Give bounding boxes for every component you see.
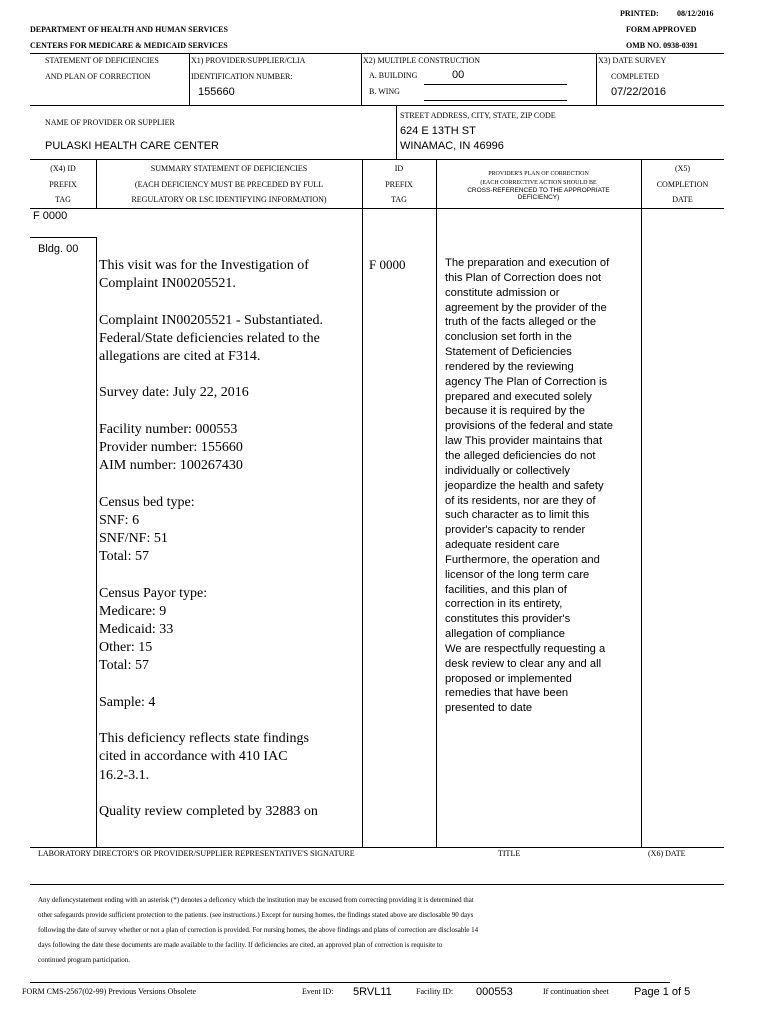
x1-label-2: IDENTIFICATION NUMBER: [191,72,293,81]
rule [30,159,724,160]
plan-line: The preparation and execution of [445,257,610,269]
page-number: Page 1 of 5 [634,986,691,998]
summary-line: AIM number: 100267430 [99,458,243,474]
building-tag: Bldg. 00 [38,243,79,255]
plan-line: of its residents, nor are they of [445,494,596,507]
plan-line: Statement of Deficiencies [445,346,572,359]
plan-line: We are respectfully requesting a [445,642,606,655]
summary-line: Provider number: 155660 [99,439,243,455]
rule [96,237,97,847]
summary-line: Complaint IN00205521 - Substantiated. [99,312,323,328]
poc-header-1: PROVIDER'S PLAN OF CORRECTION [488,171,589,177]
summary-paragraph [99,421,361,476]
summary-line: This deficiency reflects state findings [99,731,309,747]
summary-paragraph [99,803,361,821]
rule [189,53,190,105]
rule [30,105,724,106]
summary-line: Medicare: 9 [99,603,167,619]
plan-line: provider's capacity to render [445,524,586,537]
x3-label-2: COMPLETED [611,72,659,81]
x5-header-1: (X5) [674,164,691,173]
x5-header-3: DATE [672,195,693,204]
rule [596,53,597,105]
form-number: FORM CMS-2567(02-99) Previous Versions Obsolete [22,987,197,996]
plan-line: the alleged deficiencies do not [445,449,596,462]
plan-line: desk review to clear any and all [445,657,602,670]
right-tag: F 0000 [369,257,406,272]
statement-label-1: STATEMENT OF DEFICIENCIES [45,56,159,65]
summary-header-1: SUMMARY STATEMENT OF DEFICIENCIES [150,164,308,173]
rule [30,884,724,885]
id-header-2: PREFIX [385,180,413,189]
plan-line: licensor of the long term care [445,568,590,581]
summary-line: 16.2-3.1. [99,767,150,783]
summary-paragraph [99,694,361,712]
summary-line: SNF: 6 [99,512,140,528]
summary-line: Other: 15 [99,640,153,656]
summary-line: This visit was for the Investigation of [99,258,309,273]
summary-line: Census Payor type: [99,585,208,601]
facility-id-label: Facility ID: [416,987,454,996]
summary-paragraph [99,384,361,402]
rule [30,237,96,238]
rule [30,982,670,983]
summary-header-2: (EACH DEFICIENCY MUST BE PRECEDED BY FULL [134,180,324,189]
plan-line: adequate resident care [445,539,560,552]
plan-line: remedies that have been [445,687,569,700]
summary-line: Complaint IN00205521. [99,276,236,292]
footnote-line: following the date of survey whether or not a plan of correction is provided. For nursing homes, the above findings and plans of correction are disclosable 14 [38,926,479,935]
plan-line: jeopardize the health and safety [445,479,604,492]
printed-date: 08/12/2016 [677,9,714,18]
event-id-value: 5RVL11 [353,986,392,998]
x4-header-1: (X4) ID [50,164,76,173]
summary-line: cited in accordance with 410 IAC [99,749,288,765]
plan-line: because it is required by the [445,405,585,418]
summary-paragraph [99,730,361,785]
rule [641,159,642,847]
summary-line: Survey date: July 22, 2016 [99,385,249,401]
summary-paragraph [99,585,361,676]
form-approved: FORM APPROVED [626,25,697,34]
facility-id-value: 000553 [476,986,513,998]
plan-line: this Plan of Correction does not [445,271,602,284]
footnote [38,893,718,968]
poc-header-3: CROSS-REFERENCED TO THE APPROPRIATE [467,187,610,194]
summary-paragraph [99,312,361,367]
address-label: STREET ADDRESS, CITY, STATE, ZIP CODE [400,111,556,120]
plan-line: prepared and executed solely [445,390,592,403]
statement-label-2: AND PLAN OF CORRECTION [45,72,151,81]
plan-line: constitutes this provider's [445,613,571,626]
provider-name-value: PULASKI HEALTH CARE CENTER [45,140,220,152]
plan-line: presented to date [445,702,533,715]
plan-line: facilities, and this plan of [445,583,567,596]
summary-statement [99,257,361,821]
survey-date-value: 07/22/2016 [611,86,667,98]
summary-paragraph [99,494,361,567]
building-underline [424,84,567,85]
summary-line: Federal/State deficiencies related to the [99,330,320,346]
omb-number: OMB NO. 0938-0391 [626,41,698,50]
rule [396,105,397,159]
event-id-label: Event ID: [302,987,334,996]
provider-name-label: NAME OF PROVIDER OR SUPPLIER [45,118,175,127]
plan-line: proposed or implemented [445,672,572,685]
footnote-line: other safegaurds provide sufficient protection to the patients. (see instructions.) Except for nursing homes, the findings stated above are disclosable 90 days [38,911,474,920]
plan-line: such character as to limit this [445,509,590,522]
plan-line: truth of the facts alleged or the [445,316,597,329]
plan-line: agency The Plan of Correction is [445,375,608,388]
summary-paragraph [99,257,361,293]
summary-line: SNF/NF: 51 [99,530,168,546]
x2-label: X2) MULTIPLE CONSTRUCTION [363,56,481,65]
plan-line: provisions of the federal and state [445,420,613,433]
plan-line: conclusion set forth in the [445,331,572,344]
plan-of-correction [445,256,640,716]
summary-line: Sample: 4 [99,694,156,710]
x4-header-2: PREFIX [49,180,77,189]
rule [362,159,363,847]
poc-header-2: (EACH CORRECTIVE ACTION SHOULD BE [480,180,597,186]
provider-id-value: 155660 [198,86,235,98]
plan-line: rendered by the reviewing [445,360,574,373]
plan-line: constitute admission or [445,286,560,299]
department-title: DEPARTMENT OF HEALTH AND HUMAN SERVICES [30,25,228,34]
summary-line: Total: 57 [99,549,149,565]
date-label: (X6) DATE [648,849,686,858]
address-line-1: 624 E 13TH ST [400,125,476,137]
building-value: 00 [452,69,465,81]
rule [30,53,724,54]
plan-line: Furthermore, the operation and [445,553,600,566]
rule [436,159,437,847]
x4-header-3: TAG [55,195,71,204]
summary-line: allegations are cited at F314. [99,349,261,364]
plan-line: allegation of compliance [445,628,566,641]
id-header-3: TAG [391,195,407,204]
footnote-line: Any defiencystatement ending with an asterisk (*) denotes a deficency which the institution may be excused from correcting providing it is determined that [38,896,474,904]
continuation-label: If continuation sheet [543,987,609,996]
plan-line: correction in its entirety, [445,598,563,611]
summary-line: Medicaid: 33 [99,621,174,637]
summary-header-3: REGULATORY OR LSC IDENTIFYING INFORMATION) [131,195,327,204]
plan-line: agreement by the provider of the [445,301,607,314]
footnote-line: continued program participation. [38,956,130,965]
title-label: TITLE [498,849,521,858]
summary-line: Quality review completed by 32883 on [99,803,318,819]
signature-label: LABORATORY DIRECTOR'S OR PROVIDER/SUPPLIER REPRESENTATIVE'S SIGNATURE [38,849,355,858]
wing-underline [424,100,567,101]
address-line-2: WINAMAC, IN 46996 [400,140,504,152]
summary-line: Census bed type: [99,494,195,510]
rule [30,847,724,848]
building-label: A. BUILDING [369,71,418,80]
x5-header-2: COMPLETION [656,180,709,189]
plan-line: individually or collectively [445,464,570,477]
summary-line: Facility number: 000553 [99,421,238,437]
poc-header-4: DEFICIENCY) [517,194,560,201]
id-header-1: ID [394,164,404,173]
x3-label-1: X3) DATE SURVEY [598,56,667,65]
left-tag: F 0000 [33,210,68,222]
x1-label-1: X1) PROVIDER/SUPPLIER/CLIA [191,56,306,65]
summary-line: Total: 57 [99,658,149,674]
wing-label: B. WING [369,87,400,96]
plan-line: law This provider maintains that [445,435,603,448]
rule [361,53,362,105]
printed-label: PRINTED: [620,9,659,18]
footnote-line: days following the date these documents are made available to the facility. If deficiencies are cited, an approved plan of correction is requisite to [38,941,443,950]
rule [30,208,724,209]
centers-title: CENTERS FOR MEDICARE & MEDICAID SERVICES [30,41,228,50]
